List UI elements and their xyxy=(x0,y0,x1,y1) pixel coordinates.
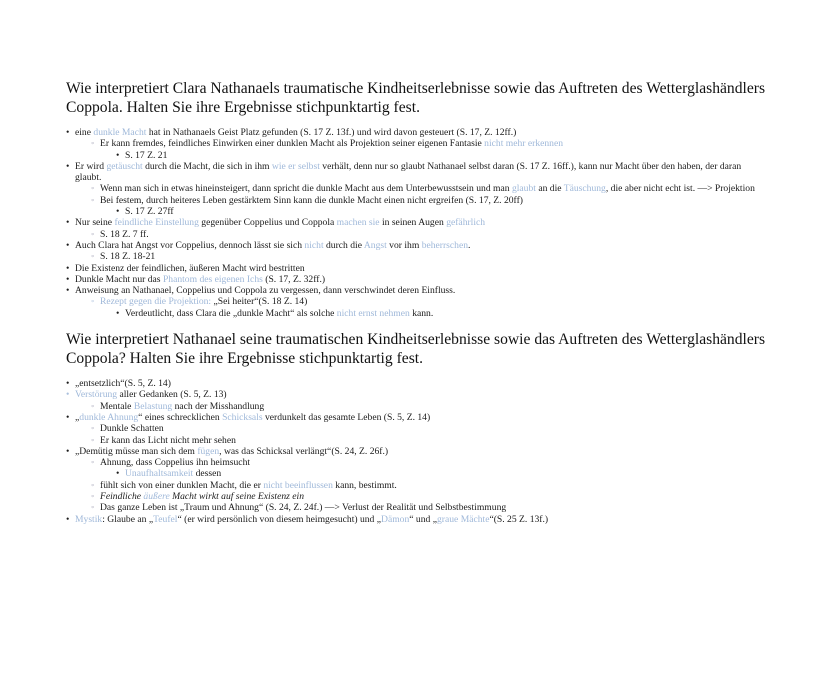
bullet-icon: • xyxy=(66,285,70,297)
bullet-icon: • xyxy=(66,378,70,390)
text: S. 17 Z. 21 xyxy=(125,149,168,161)
highlighted-text: Dämon xyxy=(381,513,410,525)
list-item xyxy=(66,138,766,149)
bullet-list xyxy=(66,127,766,319)
highlighted-text: Unaufhaltsamkeit xyxy=(125,468,194,480)
highlighted-text: machen sie xyxy=(336,217,380,229)
bullet-icon: • xyxy=(66,411,70,423)
list-item xyxy=(66,446,766,457)
highlighted-text: graue Mächte xyxy=(436,513,490,525)
list-item xyxy=(66,217,766,228)
list-item xyxy=(66,468,766,479)
text: Das ganze Leben ist „Traum und Ahnung“ (S. 24, Z. 24f.) —> Verlust der Realität und Selbstbestimmung xyxy=(100,502,507,514)
highlighted-text: getäuscht xyxy=(106,160,143,172)
text: . xyxy=(468,239,471,251)
text: Macht wirkt auf seine Existenz ein xyxy=(169,491,305,503)
bullet-icon: ◦ xyxy=(91,502,95,514)
list-item xyxy=(66,150,766,161)
section-heading: Wie interpretiert Nathanael seine traumatischen Kindheitserlebnisse sowie das Auftreten des Wetterglashändlers Coppola? Halten Sie ihre Ergebnisse stichpunktartig fest. xyxy=(66,331,766,367)
text: „ xyxy=(75,411,80,423)
text: Ahnung, dass Coppelius ihn heimsucht xyxy=(100,457,251,469)
text: Dunkle Macht nur das xyxy=(75,273,163,285)
list-item xyxy=(66,229,766,240)
bullet-icon: • xyxy=(66,262,70,274)
text: hat in Nathanaels Geist Platz gefunden (S. 17 Z. 13f.) und wird davon gesteuert (S. 17, Z. 12ff.) xyxy=(146,127,517,138)
highlighted-text: feindliche Einstellung xyxy=(114,217,199,229)
highlighted-text: gefährlich xyxy=(446,217,486,229)
highlighted-text: Mystik xyxy=(75,513,103,525)
list-item xyxy=(66,161,766,184)
bullet-icon: ◦ xyxy=(91,423,95,435)
list-item xyxy=(66,285,766,296)
highlighted-text: dunkle Macht xyxy=(93,127,147,138)
list-item xyxy=(66,308,766,319)
text: S. 18 Z. 18-21 xyxy=(100,251,156,263)
text: “(S. 25 Z. 13f.) xyxy=(489,513,549,525)
bullet-icon: • xyxy=(116,468,120,480)
text: Anweisung an Nathanael, Coppelius und Coppola zu vergessen, dann verschwindet deren Einfluss. xyxy=(75,285,456,297)
text: aller Gedanken (S. 5, Z. 13) xyxy=(117,389,227,401)
list-item xyxy=(66,412,766,423)
bullet-icon: • xyxy=(116,149,120,161)
text: nach der Misshandlung xyxy=(172,400,265,412)
bullet-icon: • xyxy=(116,206,120,218)
text: durch die xyxy=(323,239,364,251)
text: (S. 17, Z. 32ff.) xyxy=(262,273,326,285)
text: eine xyxy=(75,127,94,138)
highlighted-text: Verstörung xyxy=(75,389,118,401)
text: Mentale xyxy=(100,400,134,412)
text: “ eines schrecklichen xyxy=(138,411,223,423)
text: „Demütig müsse man sich dem xyxy=(75,445,198,457)
text: verhält, denn nur so glaubt Nathanael selbst daran (S. 17 Z. 16ff.), kann nur Macht über den haben, der daran glaubt. xyxy=(75,160,742,184)
highlighted-text: Phantom des eigenen Ichs xyxy=(162,273,263,285)
highlighted-text: äußere xyxy=(143,491,170,503)
text: Auch Clara hat Angst vor Coppelius, dennoch lässt sie sich xyxy=(75,239,305,251)
text: kann, bestimmt. xyxy=(332,479,397,491)
text: “ und „ xyxy=(409,513,437,525)
highlighted-text: Belastung xyxy=(133,400,173,412)
bullet-icon: • xyxy=(66,273,70,285)
highlighted-text: nicht mehr erkennen xyxy=(484,138,564,150)
text: vor ihm xyxy=(386,239,422,251)
list-item xyxy=(66,195,766,206)
text: an die xyxy=(535,183,564,195)
list-item xyxy=(66,240,766,251)
text: Feindliche xyxy=(100,491,144,503)
list-item xyxy=(66,401,766,412)
bullet-icon: ◦ xyxy=(91,138,95,150)
list-item xyxy=(66,296,766,307)
text: verdunkelt das gesamte Leben (S. 5, Z. 14) xyxy=(262,411,431,423)
highlighted-text: glaubt xyxy=(511,183,536,195)
bullet-icon: ◦ xyxy=(91,194,95,206)
text: „entsetzlich“(S. 5, Z. 14) xyxy=(75,378,171,390)
bullet-icon: • xyxy=(66,445,70,457)
list-item xyxy=(66,491,766,502)
text: Wenn man sich in etwas hineinsteigert, dann spricht die dunkle Macht aus dem Unterbewusstsein und man xyxy=(100,183,512,195)
bullet-icon: ◦ xyxy=(91,434,95,446)
bullet-icon: ◦ xyxy=(91,479,95,491)
text: Verdeutlicht, dass Clara die „dunkle Macht“ als solche xyxy=(125,307,337,319)
document xyxy=(66,80,766,537)
bullet-icon: • xyxy=(116,307,120,319)
bullet-icon: ◦ xyxy=(91,228,95,240)
bullet-icon: • xyxy=(66,239,70,251)
highlighted-text: dunkle Ahnung xyxy=(79,411,139,423)
text: Er kann das Licht nicht mehr sehen xyxy=(100,434,236,446)
text: : Glaube an „ xyxy=(102,513,154,525)
highlighted-text: beherrschen xyxy=(421,239,469,251)
highlighted-text: nicht beeinflussen xyxy=(263,479,333,491)
section-heading: Wie interpretiert Clara Nathanaels traumatische Kindheitserlebnisse sowie das Auftreten des Wetterglashändlers Coppola. Halten Sie ihre Ergebnisse stichpunktartig fest. xyxy=(66,80,766,116)
text: gegenüber Coppelius und Coppola xyxy=(198,217,337,229)
list-item xyxy=(66,183,766,194)
list-item xyxy=(66,389,766,400)
list-item xyxy=(66,435,766,446)
highlighted-text: Teufel xyxy=(153,513,178,525)
text: Bei festem, durch heiteres Leben gestärktem Sinn kann die dunkle Macht einen nicht ergreifen (S. 17, Z. 20ff) xyxy=(100,194,523,206)
text: Die Existenz der feindlichen, äußeren Macht wird bestritten xyxy=(75,262,305,274)
list-item xyxy=(66,514,766,525)
text: S. 17 Z. 27ff xyxy=(125,206,174,218)
bullet-icon: ◦ xyxy=(91,183,95,195)
bullet-icon: ◦ xyxy=(91,296,95,308)
bullet-icon: ◦ xyxy=(91,400,95,412)
highlighted-text: nicht ernst nehmen xyxy=(336,307,410,319)
list-item xyxy=(66,251,766,262)
bullet-icon: ◦ xyxy=(91,491,95,503)
text: kann. xyxy=(409,307,434,319)
list-item xyxy=(66,274,766,285)
text: fühlt sich von einer dunklen Macht, die er xyxy=(100,479,264,491)
text: S. 18 Z. 7 ff. xyxy=(100,228,149,240)
list-item xyxy=(66,263,766,274)
highlighted-text: wie er selbst xyxy=(271,160,320,172)
text: dessen xyxy=(193,468,222,480)
highlighted-text: Täuschung xyxy=(563,183,606,195)
bullet-icon: ◦ xyxy=(91,251,95,263)
list-item xyxy=(66,206,766,217)
highlighted-text: Schicksals xyxy=(222,411,263,423)
list-item xyxy=(66,502,766,513)
text: „Sei heiter“(S. 18 Z. 14) xyxy=(211,296,308,308)
list-item xyxy=(66,480,766,491)
text: , die aber nicht echt ist. —> Projektion xyxy=(605,183,755,195)
bullet-icon: ◦ xyxy=(91,457,95,469)
text: , was das Schicksal verlängt“(S. 24, Z. 26f.) xyxy=(219,445,389,457)
bullet-icon: • xyxy=(66,389,70,401)
bullet-icon: • xyxy=(66,160,70,172)
list-item xyxy=(66,127,766,138)
highlighted-text: fügen xyxy=(197,445,220,457)
text: Nur seine xyxy=(75,217,115,229)
text: Dunkle Schatten xyxy=(100,423,164,435)
list-item xyxy=(66,457,766,468)
text: “ (er wird persönlich von diesem heimgesucht) und „ xyxy=(177,513,382,525)
highlighted-text: nicht xyxy=(304,239,324,251)
list-item xyxy=(66,423,766,434)
bullet-list xyxy=(66,378,766,525)
text: Er wird xyxy=(75,160,107,172)
bullet-icon: • xyxy=(66,513,70,525)
bullet-icon: • xyxy=(66,127,70,138)
text: Er kann fremdes, feindliches Einwirken einer dunklen Macht als Projektion seiner eigenen Fantasie xyxy=(100,138,485,150)
list-item xyxy=(66,378,766,389)
highlighted-text: Angst xyxy=(363,239,387,251)
text: durch die Macht, die sich in ihm xyxy=(142,160,272,172)
text: in seinen Augen xyxy=(379,217,447,229)
bullet-icon: • xyxy=(66,217,70,229)
highlighted-text: Rezept gegen die Projektion: xyxy=(100,296,212,308)
